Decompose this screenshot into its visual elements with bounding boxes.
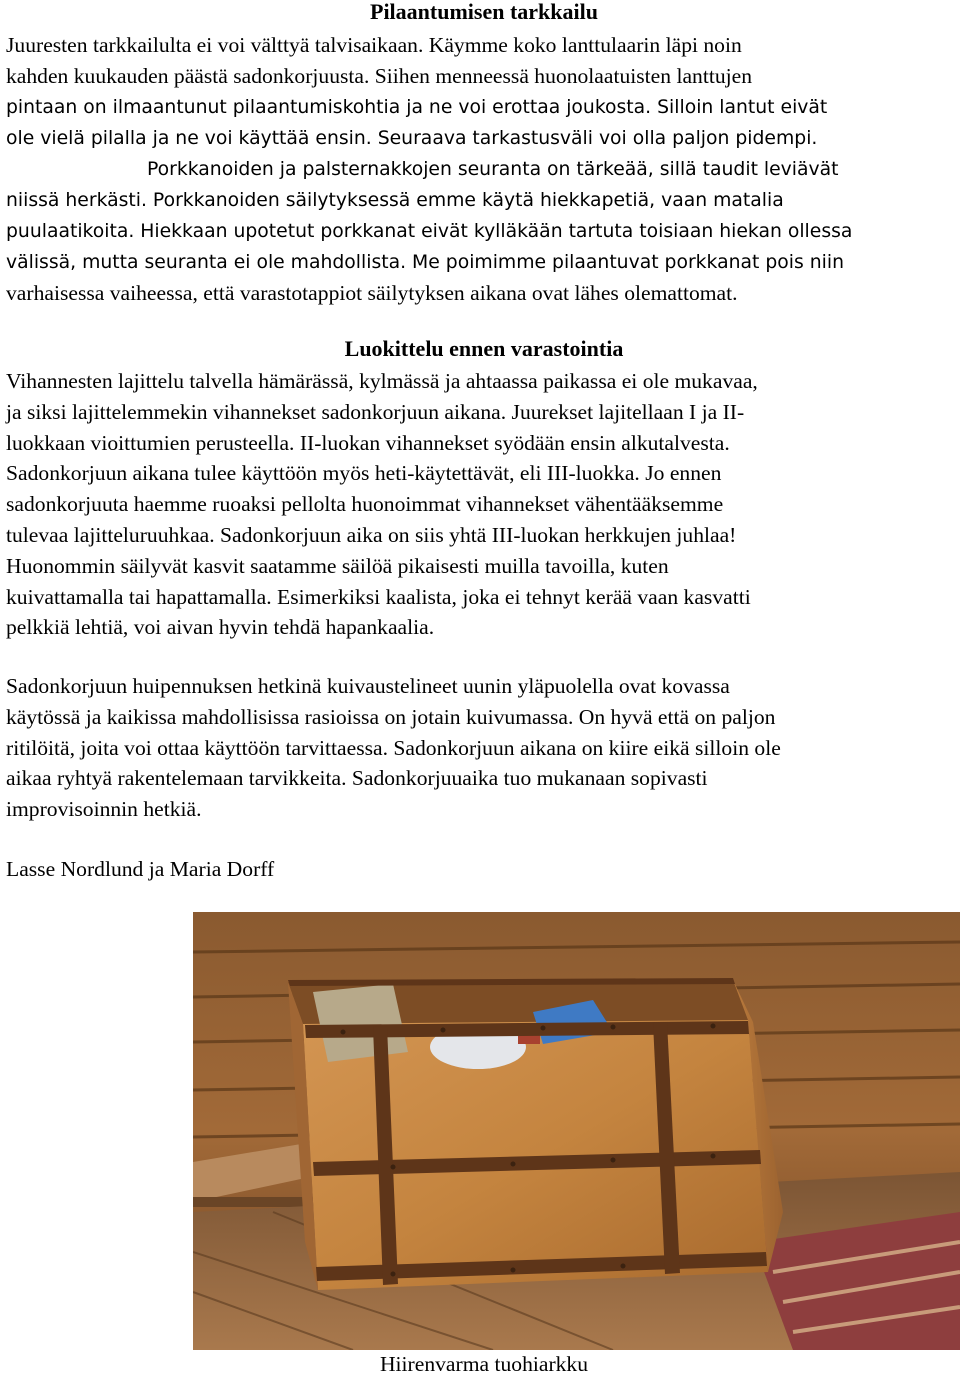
text-line: Huonommin säilyvät kasvit saatamme säilöä pikaisesti muilla tavoilla, kuten xyxy=(6,553,669,578)
text-line: improvisoinnin hetkiä. xyxy=(6,797,202,822)
text-line: niissä herkästi. Porkkanoiden säilytyksessä emme käytä hiekkapetiä, vaan matalia xyxy=(6,190,784,211)
figure-caption: Hiirenvarma tuohiarkku xyxy=(379,1352,589,1376)
text-line: Porkkanoiden ja palsternakkojen seuranta on tärkeää, sillä taudit leviävät xyxy=(147,159,839,180)
text-line: sadonkorjuuta haemme ruoaksi pellolta huonoimmat vihannekset vähentääksemme xyxy=(6,492,724,517)
birch-bark-chest-photo xyxy=(193,912,960,1350)
text-line: käytössä ja kaikissa mahdollisissa rasioissa on jotain kuivumassa. On hyvä että on paljon xyxy=(6,704,776,729)
text-line: ritilöitä, joita voi ottaa käyttöön tarvittaessa. Sadonkorjuun aikana on kiire eikä silloin ole xyxy=(6,735,781,760)
text-line: Juuresten tarkkailulta ei voi välttyä talvisaikaan. Käymme koko lanttulaarin läpi noin xyxy=(6,33,742,57)
text-line: ole vielä pilalla ja ne voi käyttää ensin. Seuraava tarkastusväli voi olla paljon pidempi. xyxy=(6,128,818,149)
author-line: Lasse Nordlund ja Maria Dorff xyxy=(6,857,275,881)
text-line: pelkkiä lehtiä, voi aivan hyvin tehdä hapankaalia. xyxy=(6,615,435,640)
text-line: puulaatikoita. Hiekkaan upotetut porkkanat eivät kylläkään tartuta toisiaan hiekan ollessa xyxy=(6,221,853,242)
paragraph-grading xyxy=(6,366,758,643)
text-line: tulevaa lajitteluruuhkaa. Sadonkorjuun aika on siis yhtä III-luokan herkkujen juhlaa! xyxy=(6,522,737,547)
text-line: Sadonkorjuun aikana tulee käyttöön myös heti-käytettävät, eli III-luokka. Jo ennen xyxy=(6,461,722,486)
text-line: ja siksi lajittelemmekin vihannekset sadonkorjuun aikana. Juurekset lajitellaan I ja II- xyxy=(6,399,745,424)
paragraph-harvest-drying xyxy=(6,671,781,825)
text-line: kahden kuukauden päästä sadonkorjuusta. Siihen menneessä huonolaatuisten lanttujen xyxy=(6,64,752,88)
text-line: Vihannesten lajittelu talvella hämärässä, kylmässä ja ahtaassa paikassa ei ole mukavaa, xyxy=(6,369,758,393)
text-line: varhaisessa vaiheessa, että varastotappiot säilytyksen aikana ovat lähes olemattomat. xyxy=(6,281,738,305)
text-line: pintaan on ilmaantunut pilaantumiskohtia ja ne voi erottaa joukosta. Silloin lantut eivät xyxy=(6,97,828,118)
section-heading-grading: Luokittelu ennen varastointia xyxy=(344,336,624,361)
text-line: kuivattamalla tai hapattamalla. Esimerkiksi kaalista, joka ei tehnyt kerää vaan kasvatti xyxy=(6,584,751,609)
text-line: aikaa ryhtyä rakentelemaan tarvikkeita. Sadonkorjuuaika tuo mukanaan sopivasti xyxy=(6,766,708,791)
chest-illustration xyxy=(193,912,960,1350)
text-line: luokkaan vioittumien perusteella. II-luokan vihannekset syödään ensin alkutalvesta. xyxy=(6,430,730,455)
text-line: Sadonkorjuun huipennuksen hetkinä kuivaustelineet uunin yläpuolella ovat kovassa xyxy=(6,674,730,698)
section-heading-spoilage: Pilaantumisen tarkkailu xyxy=(370,0,598,24)
text-line: välissä, mutta seuranta ei ole mahdollista. Me poimimme pilaantuvat porkkanat pois niin xyxy=(6,252,844,273)
paragraph-spoilage xyxy=(6,30,852,309)
